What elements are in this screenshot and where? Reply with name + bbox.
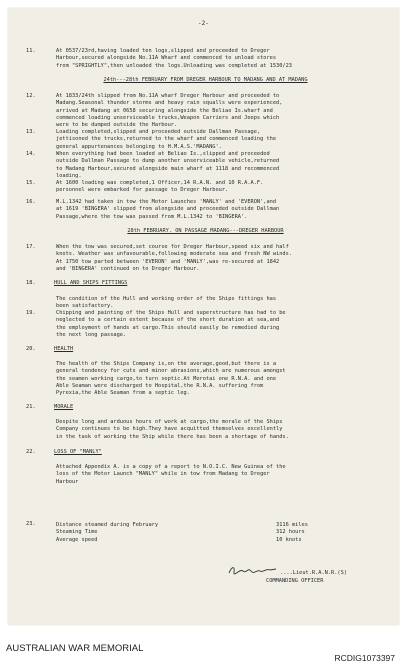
paragraph-text: Despite long and arduous hours of work at cargo,the morale of the Ships Company continues to be high.They have acquitted themselves excellently in the task of working the Ship while there has been a shortage of hands.	[56, 419, 289, 440]
section-heading: MORALE	[54, 404, 74, 410]
numbered-paragraph	[26, 296, 385, 311]
signature-block	[226, 564, 386, 584]
paragraph-number: 22.	[26, 449, 36, 455]
paragraph-text: At 1600 loading was completed,1 Officer,14 R.A.N. and 10 R.A.A.F. personnel were embarked for passage to Dreger Harbour.	[56, 180, 264, 194]
stats-label: Average speed	[56, 536, 98, 543]
paragraph-text: When everything had been loaded at Beliao Is.,slipped and proceeded outside Dallman Passage to dump another unserviceable vehicle,returned to Madang Harbour,secured alongside main wharf at 1118 and recommenced loading.	[56, 151, 280, 179]
signature-rank-line: ....Lieut.R.A.N.R.(S)	[280, 570, 347, 576]
section-heading-block	[26, 228, 385, 235]
stats-row	[56, 529, 308, 536]
section-heading-block	[26, 449, 385, 456]
stats-value: 312 hours	[276, 529, 305, 536]
stats-row	[56, 537, 308, 544]
footer-record-id: RCDIG1073397	[334, 653, 395, 663]
paragraph-number: 11.	[26, 48, 36, 54]
numbered-paragraph	[26, 419, 385, 441]
numbered-paragraph	[26, 48, 385, 70]
numbered-paragraph	[26, 93, 385, 129]
paragraph-number: 13.	[26, 129, 36, 135]
paragraph-text: At 0537/23rd,having loaded ten logs,slipped and proceeded to Dreger Harbour,secured alongside No.11A Wharf and commenced to unload stores from "SPRIGHTLY",then unloaded the logs.Unloading was completed at 1530/23	[56, 48, 292, 69]
paragraph-text: The condition of the Hull and working order of the Ships fittings has been satisfactory.	[56, 296, 277, 310]
paragraph-number: 12.	[26, 93, 36, 99]
signature-title: COMMANDING OFFICER	[266, 578, 324, 584]
stats-row	[56, 522, 308, 529]
numbered-paragraph	[26, 129, 385, 151]
paragraph-text: At 1833/24th slipped from No.11A wharf Dreger Harbour and proceeded to Madang.Seasonal thunder storms and heavy rain squalls were experienced, arrived at Madang at 0658 securing alongside the Beliao Is.wharf and commenced loading unserviceable trucks,Weapon Carriers and Jeeps which were to be dumped outside the Harbour.	[56, 93, 283, 129]
paragraph-number: 15.	[26, 180, 36, 186]
paragraph-number: 23.	[26, 521, 36, 527]
paragraph-number: 16.	[26, 199, 36, 205]
numbered-paragraph	[26, 199, 385, 221]
stats-label: Steaming Time	[56, 529, 98, 536]
stats-value: 3116 miles	[276, 522, 308, 528]
stats-label: Distance steamed during February	[56, 522, 159, 528]
section-heading: 28th FEBRUARY. ON PASSAGE MADANG---DREGER HARBOUR	[127, 228, 284, 234]
footer-institution: AUSTRALIAN WAR MEMORIAL	[6, 643, 144, 654]
paragraph-number: 19.	[26, 310, 36, 316]
document-page	[8, 8, 399, 625]
section-heading-block	[26, 404, 385, 411]
paragraph-text: Chipping and painting of the Ships Hull and superstructure has had to be neglected to a certain extent because of the short duration at sea,and the employment of hands at cargo.This should easily be remedied during the next long passage.	[56, 310, 286, 338]
page-number: -2-	[198, 20, 209, 27]
section-heading: 24th---28th FEBRUARY FROM DREGER HARBOUR TO MADANG AND AT MADANG	[103, 77, 308, 83]
numbered-paragraph	[26, 151, 385, 180]
handwritten-signature	[226, 564, 278, 576]
section-heading: LOSS OF "MANLY"	[54, 449, 102, 455]
steaming-statistics	[56, 522, 308, 544]
paragraph-text: M.L.1342 had taken in tow the Motor Launches 'MANLY' and 'EVERON',and at 1619 'BINGERA' slipped from alongside and proceeded outside Dallman Passage,where the tow was passed from M.L.1342 to 'BINGERA'.	[56, 199, 280, 220]
paragraph-number: 20.	[26, 346, 36, 352]
section-heading-block	[26, 280, 385, 287]
section-heading-block	[26, 77, 385, 84]
section-heading: HEALTH	[54, 346, 74, 352]
numbered-paragraph	[26, 464, 385, 486]
stats-value: 10 knots	[276, 536, 302, 543]
numbered-paragraph	[26, 244, 385, 273]
paragraph-number: 21.	[26, 404, 36, 410]
paragraph-text: The health of the Ships Company is,on the average,good,but there is a general tendency for cuts and minor abrasions,which are numerous amongst the seamen working cargo,to turn septic.At Morotai one R.N.A. and one Able Seaman were discharged to Hospital,the R.N.A. suffering from Pyrexia,the Able Seaman from a septic leg.	[56, 361, 286, 397]
paragraph-text: Loading completed,slipped and proceeded outside Dallman Passage, jettisoned the trucks,returned to the wharf and commenced loading the general appurtenances belonging to H.M.A.S.'MADANG'.	[56, 129, 277, 150]
section-heading-block	[26, 346, 385, 353]
paragraph-number: 18.	[26, 280, 36, 286]
numbered-paragraph	[26, 180, 385, 195]
paragraph-text: When the tow was secured,set course for Dreger Harbour,speed six and half knots. Weather was unfavourable,following moderate sea and fresh NW winds. At 1750 tow parted between 'EVERON' and 'MANLY',was re-secured at 1842 and 'BINGERA' continued on to Dreger Harbour.	[56, 244, 292, 272]
paragraph-number: 17.	[26, 244, 36, 250]
numbered-paragraph	[26, 361, 385, 397]
numbered-paragraph	[26, 310, 385, 339]
section-heading: HULL AND SHIPS FITTINGS	[54, 280, 128, 286]
paragraph-number: 14.	[26, 151, 36, 157]
paragraph-text: Attached Appendix A. is a copy of a report to N.O.I.C. New Guinea of the loss of the Motor Launch "MANLY" while in tow from Madang to Dreger Harbour	[56, 464, 286, 485]
